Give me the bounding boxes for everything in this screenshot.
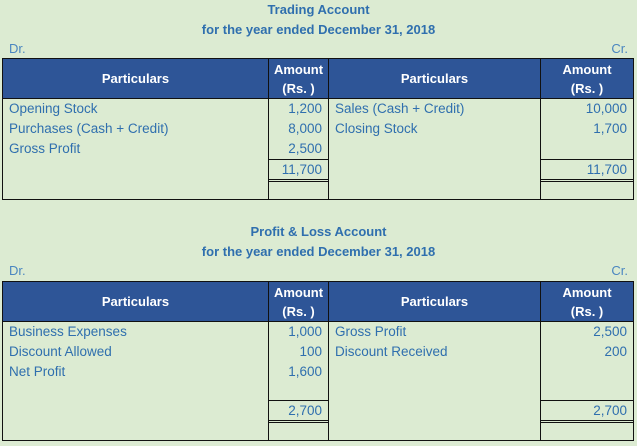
credit-particulars-column xyxy=(329,322,541,440)
debit-particulars-column xyxy=(3,322,269,440)
debit-item-label: Purchases (Cash + Credit) xyxy=(9,121,169,136)
header-particulars-debit: Particulars xyxy=(3,59,269,98)
credit-total: 11,700 xyxy=(541,159,633,179)
header-amount-credit: Amount (Rs. ) xyxy=(562,284,612,319)
debit-item-amount: 8,000 xyxy=(288,121,322,136)
header-particulars-debit: Particulars xyxy=(3,282,269,321)
table-header xyxy=(3,59,633,99)
debit-item-label: Opening Stock xyxy=(9,101,98,116)
debit-item-label: Gross Profit xyxy=(9,141,81,156)
credit-amount-column xyxy=(541,99,633,199)
header-particulars-credit: Particulars xyxy=(329,59,541,98)
credit-item-label: Gross Profit xyxy=(335,324,407,339)
header-amount-debit: Amount (Rs. ) xyxy=(269,59,329,98)
credit-item-label: Closing Stock xyxy=(335,121,418,136)
debit-amount-column xyxy=(269,322,329,440)
debit-total: 2,700 xyxy=(269,400,328,420)
credit-item-label: Sales (Cash + Credit) xyxy=(335,101,465,116)
credit-item-amount: 2,500 xyxy=(593,324,627,339)
debit-total: 11,700 xyxy=(269,159,328,179)
pnl-subtitle: for the year ended December 31, 2018 xyxy=(201,244,436,259)
credit-item-label: Discount Received xyxy=(335,344,448,359)
debit-item-label: Net Profit xyxy=(9,364,66,379)
header-amount-debit: Amount (Rs. ) xyxy=(269,282,329,321)
debit-item-amount: 1,200 xyxy=(288,101,322,116)
header-particulars-credit: Particulars xyxy=(329,282,541,321)
profit-loss-account-table xyxy=(2,281,634,441)
trading-account-table xyxy=(2,58,634,200)
trading-cr-label: Cr. xyxy=(611,41,628,56)
credit-particulars-column xyxy=(329,99,541,199)
credit-item-amount: 10,000 xyxy=(585,101,627,116)
trading-subtitle: for the year ended December 31, 2018 xyxy=(201,22,436,37)
debit-item-label: Business Expenses xyxy=(9,324,127,339)
header-amount-credit: Amount (Rs. ) xyxy=(562,61,612,96)
credit-total: 2,700 xyxy=(541,400,633,420)
debit-item-amount: 100 xyxy=(299,344,322,359)
debit-item-amount: 1,600 xyxy=(288,364,322,379)
debit-item-label: Discount Allowed xyxy=(9,344,112,359)
pnl-dr-label: Dr. xyxy=(9,263,26,278)
pnl-title: Profit & Loss Account xyxy=(250,224,387,239)
table-header xyxy=(3,282,633,322)
credit-item-amount: 200 xyxy=(604,344,627,359)
debit-item-amount: 1,000 xyxy=(288,324,322,339)
debit-amount-column xyxy=(269,99,329,199)
trading-dr-label: Dr. xyxy=(9,41,26,56)
credit-item-amount: 1,700 xyxy=(593,121,627,136)
debit-item-amount: 2,500 xyxy=(288,141,322,156)
pnl-cr-label: Cr. xyxy=(611,263,628,278)
trading-title: Trading Account xyxy=(267,2,370,17)
credit-amount-column xyxy=(541,322,633,440)
debit-particulars-column xyxy=(3,99,269,199)
